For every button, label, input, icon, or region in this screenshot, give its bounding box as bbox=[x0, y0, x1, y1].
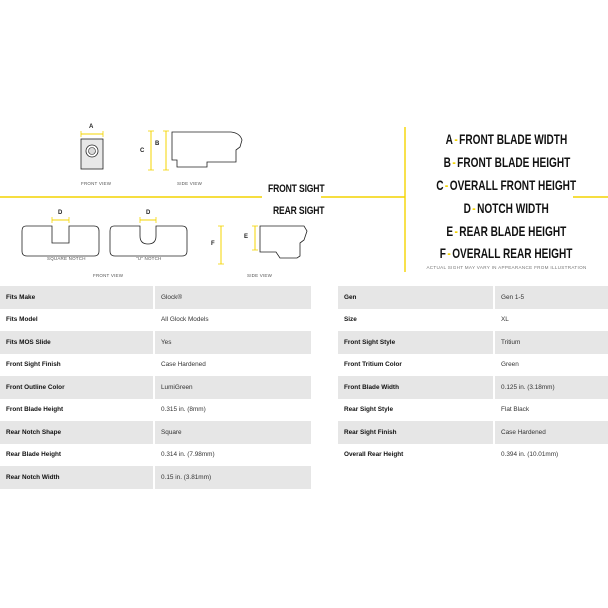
spec-label: Overall Rear Height bbox=[338, 444, 493, 467]
dimension-letter-b: B bbox=[155, 141, 160, 147]
dimension-letter-e: E bbox=[244, 234, 249, 240]
table-row bbox=[0, 354, 311, 377]
rear-sight-square-notch-view bbox=[22, 217, 99, 256]
spec-label: Fits Make bbox=[0, 286, 153, 309]
spec-value: Glock® bbox=[155, 286, 311, 309]
spec-value: Square bbox=[155, 421, 311, 444]
spec-value: 0.15 in. (3.81mm) bbox=[155, 466, 311, 489]
table-row bbox=[0, 286, 311, 309]
table-row bbox=[0, 444, 311, 467]
spec-value: 0.314 in. (7.98mm) bbox=[155, 444, 311, 467]
legend-row-f: F-OVERALL REAR HEIGHT bbox=[440, 245, 573, 261]
dimension-letter-d-u: D bbox=[146, 210, 151, 216]
dimension-legend bbox=[405, 127, 608, 273]
spec-value: Yes bbox=[155, 331, 311, 354]
rear-sight-title: REAR SIGHT bbox=[273, 205, 325, 217]
table-row bbox=[338, 376, 608, 399]
table-row bbox=[338, 399, 608, 422]
u-notch-caption: "U" NOTCH bbox=[136, 256, 162, 261]
rear-front-view-caption: FRONT VIEW bbox=[93, 273, 124, 278]
table-row bbox=[0, 421, 311, 444]
legend-row-d: D-NOTCH WIDTH bbox=[463, 200, 550, 216]
table-row bbox=[0, 376, 311, 399]
spec-label: Rear Sight Finish bbox=[338, 421, 493, 444]
front-sight-title: FRONT SIGHT bbox=[268, 183, 325, 195]
spec-value: Flat Black bbox=[495, 399, 608, 422]
table-row bbox=[338, 354, 608, 377]
table-row bbox=[0, 399, 311, 422]
illustration-disclaimer: ACTUAL SIGHT MAY VARY IN APPEARANCE FROM ILLUSTRATION bbox=[426, 265, 587, 270]
spec-value: LumiGreen bbox=[155, 376, 311, 399]
spec-label: Front Blade Height bbox=[0, 399, 153, 422]
spec-label: Front Sight Style bbox=[338, 331, 493, 354]
spec-value: 0.125 in. (3.18mm) bbox=[495, 376, 608, 399]
dimension-letter-a: A bbox=[89, 124, 94, 130]
spec-label: Fits Model bbox=[0, 309, 153, 332]
spec-label: Front Outline Color bbox=[0, 376, 153, 399]
legend-row-a: A-FRONT BLADE WIDTH bbox=[445, 131, 568, 147]
dimension-letter-d-square: D bbox=[58, 210, 63, 216]
front-view-caption: FRONT VIEW bbox=[81, 181, 112, 186]
front-sight-front-view bbox=[81, 131, 103, 169]
spec-value: All Glock Models bbox=[155, 309, 311, 332]
spec-label: Rear Notch Width bbox=[0, 466, 153, 489]
spec-label: Front Sight Finish bbox=[0, 354, 153, 377]
front-side-view-caption: SIDE VIEW bbox=[177, 181, 203, 186]
rear-sight-u-notch-view bbox=[110, 217, 187, 256]
spec-label: Rear Blade Height bbox=[0, 444, 153, 467]
front-sight-side-view bbox=[148, 131, 242, 170]
spec-value: XL bbox=[495, 309, 608, 332]
spec-label: Rear Notch Shape bbox=[0, 421, 153, 444]
spec-label: Rear Sight Style bbox=[338, 399, 493, 422]
spec-value: 0.315 in. (8mm) bbox=[155, 399, 311, 422]
specs-table-left bbox=[0, 286, 311, 489]
spec-value: Case Hardened bbox=[155, 354, 311, 377]
spec-value: Gen 1-5 bbox=[495, 286, 608, 309]
table-row bbox=[338, 421, 608, 444]
spec-value: Tritium bbox=[495, 331, 608, 354]
spec-label: Gen bbox=[338, 286, 493, 309]
square-notch-caption: SQUARE NOTCH bbox=[47, 256, 86, 261]
rear-sight-side-view bbox=[218, 226, 307, 264]
table-row bbox=[338, 309, 608, 332]
rear-side-view-caption: SIDE VIEW bbox=[247, 273, 273, 278]
legend-row-c: C-OVERALL FRONT HEIGHT bbox=[436, 177, 577, 193]
table-row bbox=[338, 286, 608, 309]
table-row bbox=[0, 331, 311, 354]
table-row bbox=[338, 331, 608, 354]
spec-value: Case Hardened bbox=[495, 421, 608, 444]
spec-label: Front Blade Width bbox=[338, 376, 493, 399]
specs-table-right bbox=[338, 286, 608, 466]
spec-label: Size bbox=[338, 309, 493, 332]
spec-value: 0.394 in. (10.01mm) bbox=[495, 444, 608, 467]
table-row bbox=[338, 444, 608, 467]
legend-row-e: E-REAR BLADE HEIGHT bbox=[446, 223, 567, 239]
spec-label: Front Tritium Color bbox=[338, 354, 493, 377]
table-row bbox=[0, 309, 311, 332]
dimension-letter-c: C bbox=[140, 148, 145, 154]
dimension-letter-f: F bbox=[211, 241, 215, 247]
spec-label: Fits MOS Slide bbox=[0, 331, 153, 354]
table-row bbox=[0, 466, 311, 489]
spec-value: Green bbox=[495, 354, 608, 377]
legend-row-b: B-FRONT BLADE HEIGHT bbox=[443, 154, 570, 170]
